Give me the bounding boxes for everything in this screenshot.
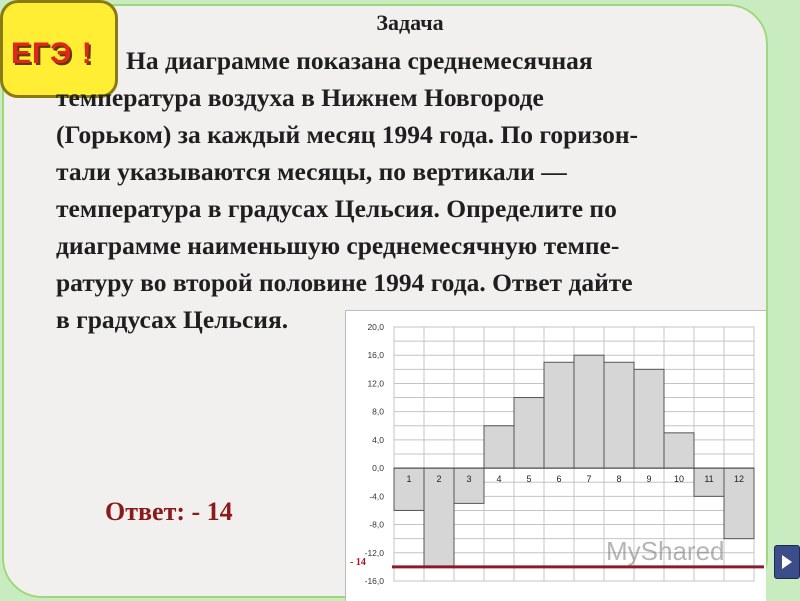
y-tick-label: -4,0 — [369, 491, 384, 502]
bar-month-7 — [574, 355, 604, 468]
problem-line: ратуру во второй половине 1994 года. Ответ дайте — [56, 268, 633, 297]
x-tick-label: 6 — [556, 474, 562, 485]
problem-line: диаграмме наименьшую среднемесячную темпе- — [56, 231, 620, 260]
answer-text: Ответ: - 14 — [105, 497, 233, 526]
x-tick-label: 8 — [616, 474, 622, 485]
y-tick-label: -12,0 — [364, 547, 384, 558]
y-tick-label: 4,0 — [372, 434, 384, 445]
x-tick-label: 3 — [466, 474, 472, 485]
watermark: MyShared — [606, 536, 725, 566]
x-tick-label: 10 — [673, 474, 685, 485]
y-tick-label: -16,0 — [364, 576, 384, 586]
x-tick-label: 5 — [526, 474, 532, 485]
x-tick-label: 4 — [496, 474, 502, 485]
x-tick-label: 11 — [704, 474, 714, 485]
x-tick-label: 2 — [436, 474, 442, 485]
bar-month-8 — [604, 362, 634, 468]
problem-line: температура воздуха в Нижнем Новгороде — [56, 83, 544, 112]
bar-month-4 — [484, 426, 514, 468]
y-tick-label: 12,0 — [367, 378, 384, 389]
bar-month-5 — [514, 398, 544, 469]
problem-line: температура в градусах Цельсия. Определите по — [56, 194, 617, 223]
x-tick-label: 9 — [646, 474, 652, 485]
bar-month-10 — [664, 433, 694, 468]
y-tick-label: 16,0 — [367, 350, 384, 361]
y-tick-label: 0,0 — [372, 463, 384, 474]
problem-line: тали указываются месяцы, по вертикали — — [56, 157, 567, 186]
bar-month-9 — [634, 369, 664, 468]
task-title: Задача — [376, 10, 444, 35]
problem-line: На диаграмме показана среднемесячная — [126, 46, 593, 75]
y-tick-label: 8,0 — [372, 406, 384, 417]
answer-marker-label: - 14 — [350, 556, 366, 568]
y-tick-label: 20,0 — [367, 322, 384, 332]
problem-line: (Горьком) за каждый месяц 1994 года. По горизон- — [56, 120, 639, 149]
ege-badge-label: ЕГЭ ! — [11, 37, 93, 70]
y-tick-label: -8,0 — [369, 519, 384, 530]
x-tick-label: 12 — [733, 474, 745, 485]
bar-month-6 — [544, 362, 574, 468]
x-tick-label: 1 — [406, 474, 412, 485]
problem-line: в градусах Цельсия. — [56, 305, 289, 334]
next-slide-button[interactable] — [774, 545, 800, 579]
problem-text — [56, 42, 776, 338]
x-tick-label: 7 — [586, 474, 592, 485]
